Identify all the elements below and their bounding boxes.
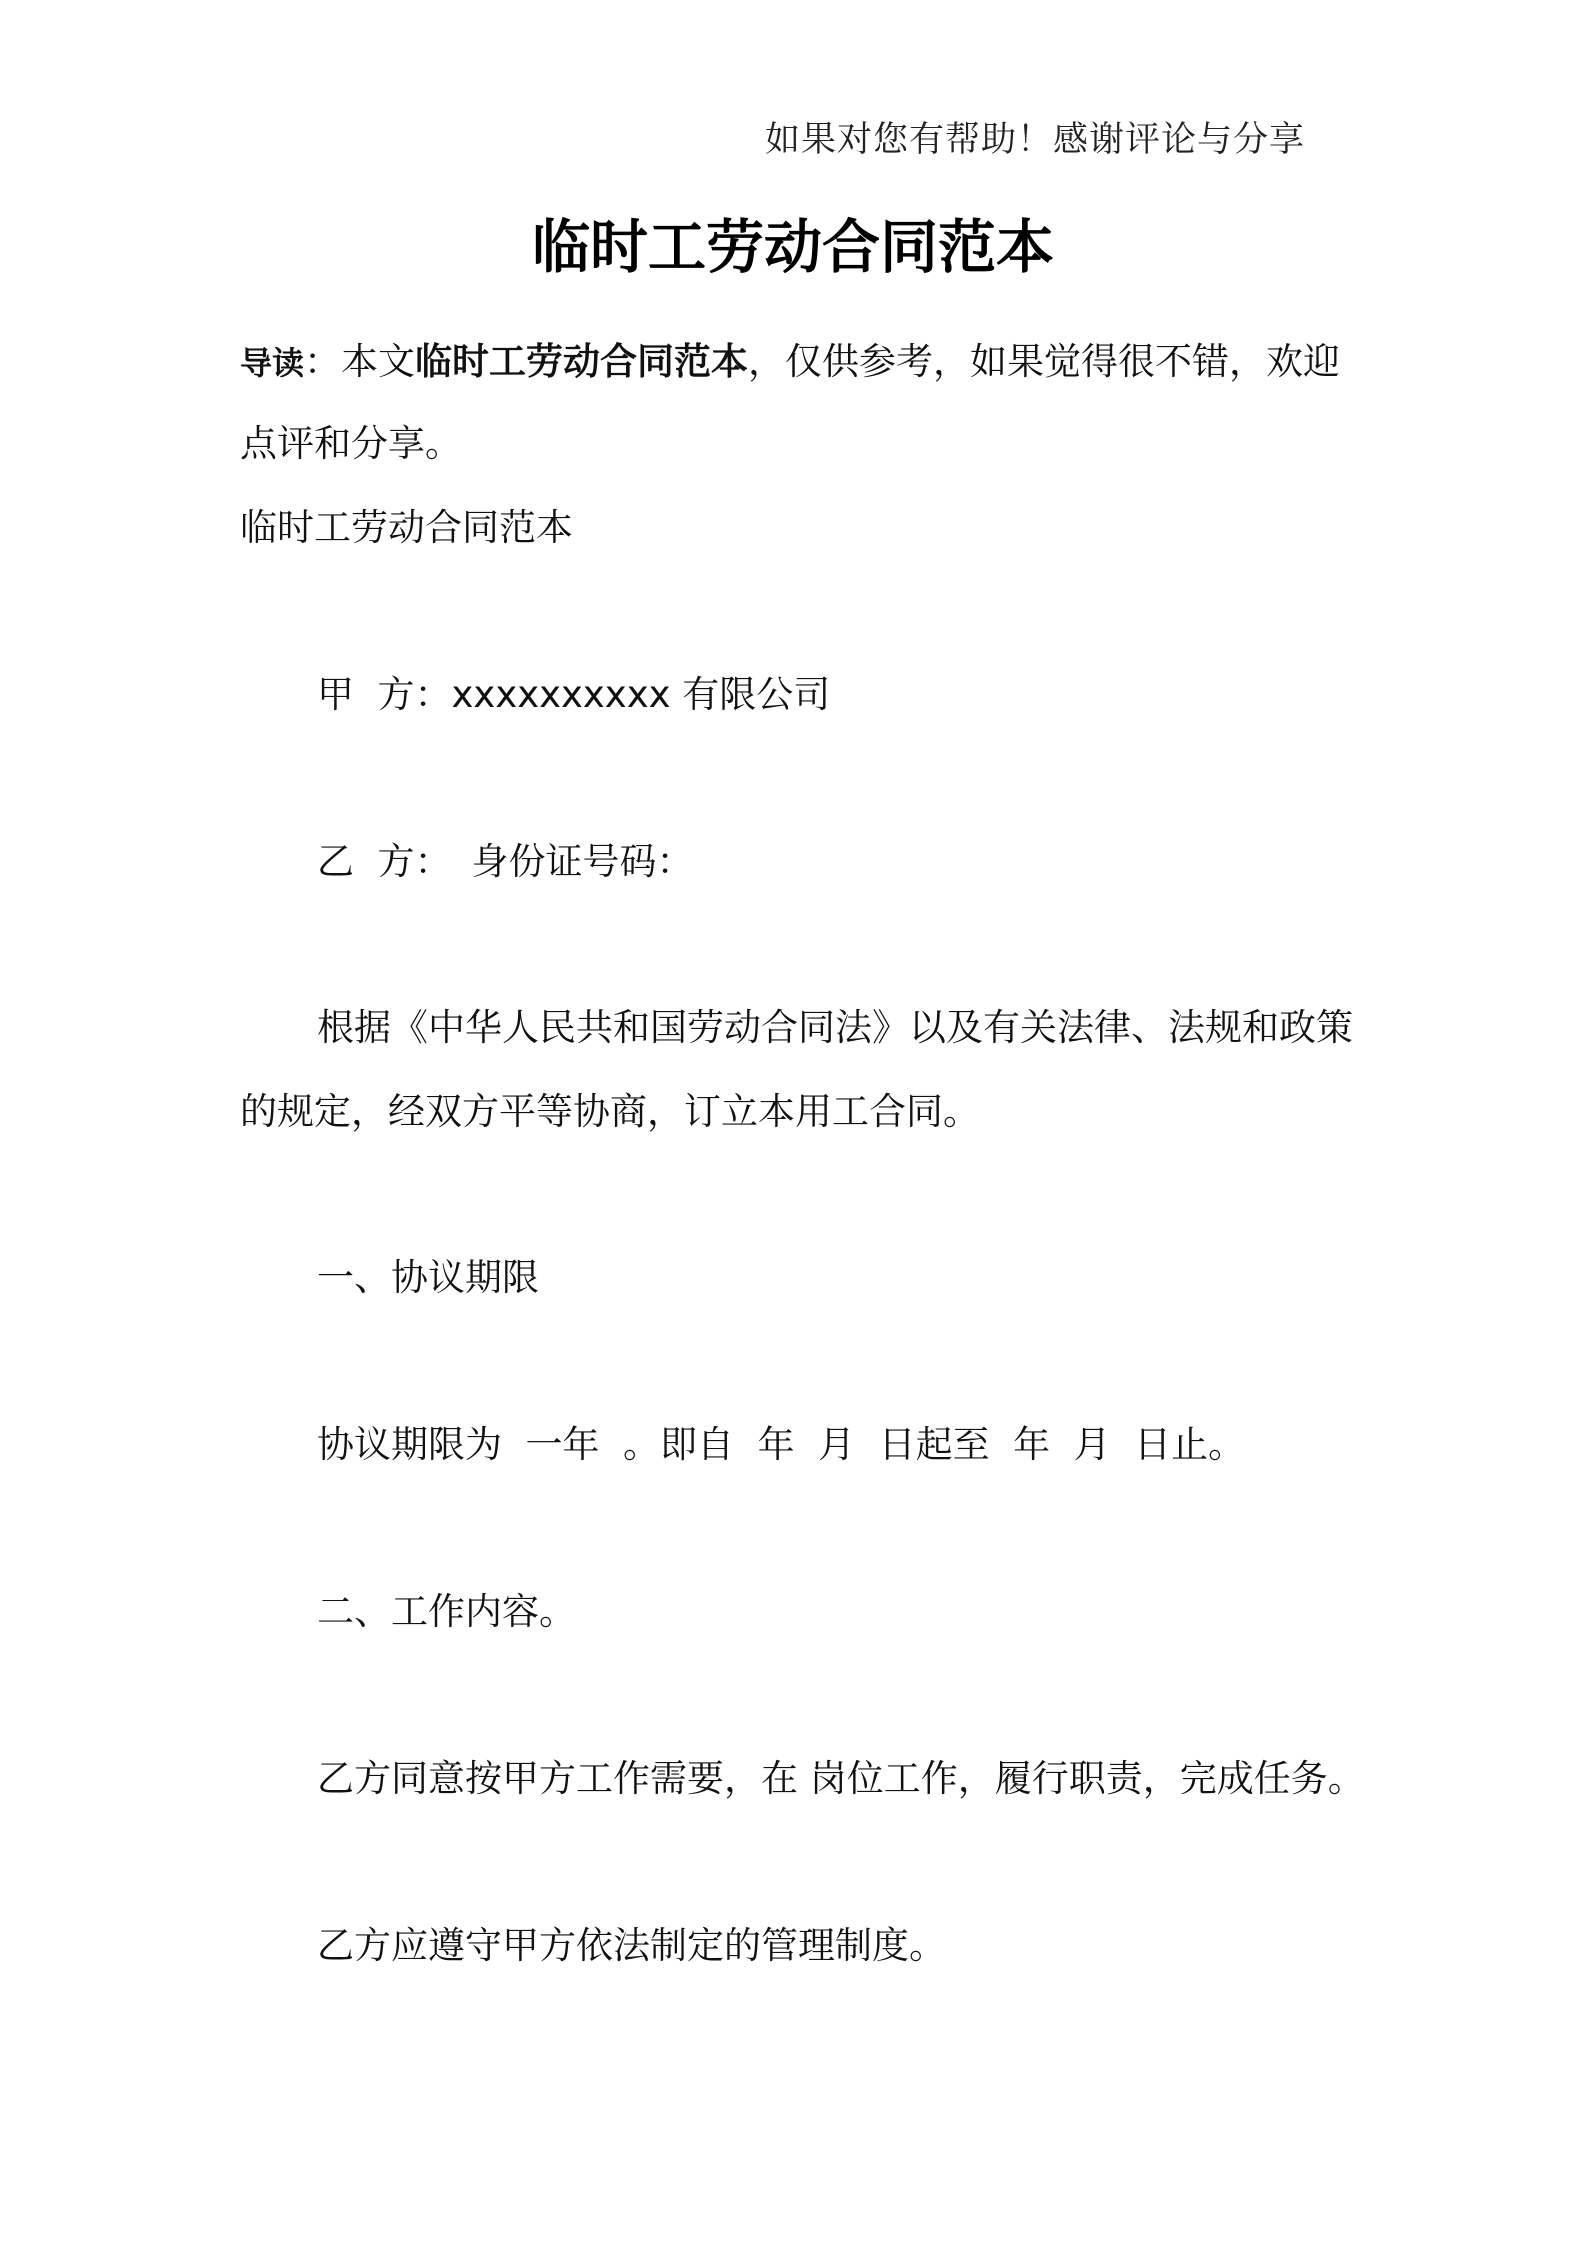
party-b-line xyxy=(317,840,694,884)
subtitle: 临时工劳动合同范本 xyxy=(240,506,573,549)
section-2-heading: 二、工作内容。 xyxy=(317,1590,576,1633)
section-2-text-1: 乙方同意按甲方工作需要，在 岗位工作，履行职责，完成任务。 xyxy=(317,1757,1365,1800)
intro-colon: ：本文 xyxy=(304,340,416,383)
preamble-line-2: 的规定，经双方平等协商，订立本用工合同。 xyxy=(240,1090,980,1133)
intro-rest: ，仅供参考，如果觉得很不错，欢迎 xyxy=(748,340,1341,383)
header-note: 如果对您有帮助！感谢评论与分享 xyxy=(765,120,1306,160)
document-title: 临时工劳动合同范本 xyxy=(531,213,1054,281)
intro-label: 导读 xyxy=(240,344,305,382)
intro-bold-title: 临时工劳动合同范本 xyxy=(415,340,749,383)
party-a-value: xxxxxxxxxx 有限公司 xyxy=(451,673,831,716)
party-b-label: 乙 方： xyxy=(317,840,452,883)
intro-line-1 xyxy=(240,340,1340,385)
party-a-label: 甲 方： xyxy=(317,673,452,716)
party-b-id-label: 身份证号码： xyxy=(471,840,694,883)
section-2-text-2: 乙方应遵守甲方依法制定的管理制度。 xyxy=(317,1924,946,1967)
intro-line-2: 点评和分享。 xyxy=(240,422,462,465)
section-1-text: 协议期限为 一年 。即自 年 月 日起至 年 月 日止。 xyxy=(317,1423,1246,1466)
party-a-line xyxy=(317,673,830,717)
section-1-heading: 一、协议期限 xyxy=(317,1256,539,1299)
preamble-line-1: 根据《中华人民共和国劳动合同法》以及有关法律、法规和政策 xyxy=(317,1006,1353,1049)
